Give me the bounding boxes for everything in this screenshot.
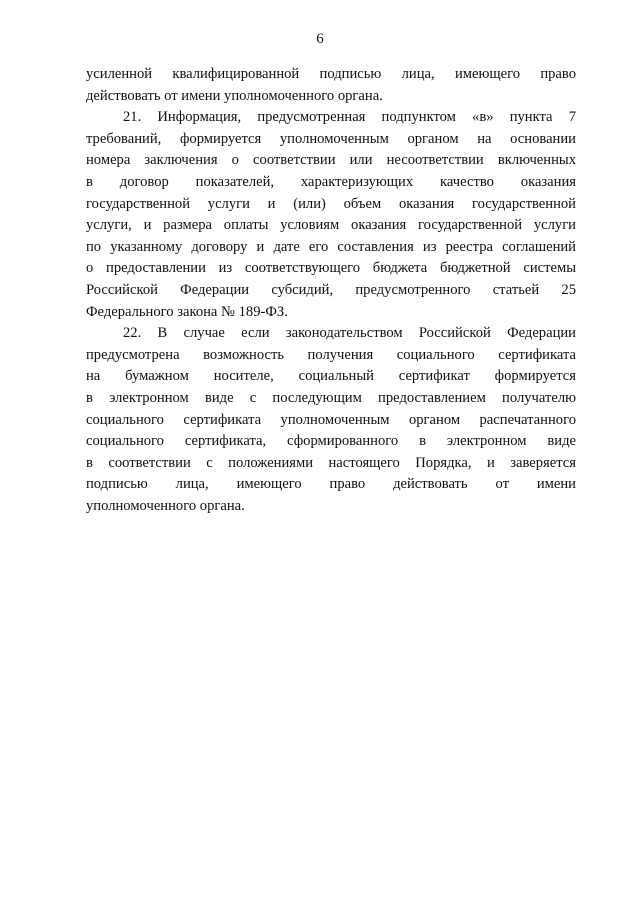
text-line: в соответствии с положениями настоящего Порядка, и заверяется <box>86 454 576 471</box>
text-line: Федерального закона № 189-ФЗ. <box>86 303 288 320</box>
text-line: усиленной квалифицированной подписью лица, имеющего право <box>86 66 576 82</box>
text-line: социального сертификата, сформированного в электронном виде <box>86 433 576 450</box>
text-line: уполномоченного органа. <box>86 497 245 514</box>
paragraph-22-first-line: 22. В случае если законодательством Российской Федерации <box>123 325 576 342</box>
text-line: социального сертификата уполномоченным органом распечатанного <box>86 411 576 428</box>
page-number: 6 <box>316 31 324 47</box>
text-line: в договор показателей, характеризующих качество оказания <box>86 173 576 190</box>
text-line: действовать от имени уполномоченного органа. <box>86 87 383 104</box>
text-line: номера заключения о соответствии или несоответствии включенных <box>86 152 576 169</box>
text-line: предусмотрена возможность получения социального сертификата <box>86 346 576 363</box>
text-line: услуги, и размера оплаты условиям оказания государственной услуги <box>86 217 576 234</box>
text-line: Российской Федерации субсидий, предусмотренного статьей 25 <box>86 281 576 298</box>
text-line: в электронном виде с последующим предоставлением получателю <box>86 389 576 406</box>
text-line: по указанному договору и дате его составления из реестра соглашений <box>86 238 576 255</box>
document-body <box>86 64 576 517</box>
text-line: на бумажном носителе, социальный сертификат формируется <box>86 368 576 385</box>
text-line: подписью лица, имеющего право действовать от имени <box>86 476 576 493</box>
paragraph-21-first-line: 21. Информация, предусмотренная подпунктом «в» пункта 7 <box>123 109 576 126</box>
text-line: требований, формируется уполномоченным органом на основании <box>86 130 576 147</box>
text-line: государственной услуги и (или) объем оказания государственной <box>86 195 576 212</box>
text-line: о предоставлении из соответствующего бюджета бюджетной системы <box>86 260 576 277</box>
